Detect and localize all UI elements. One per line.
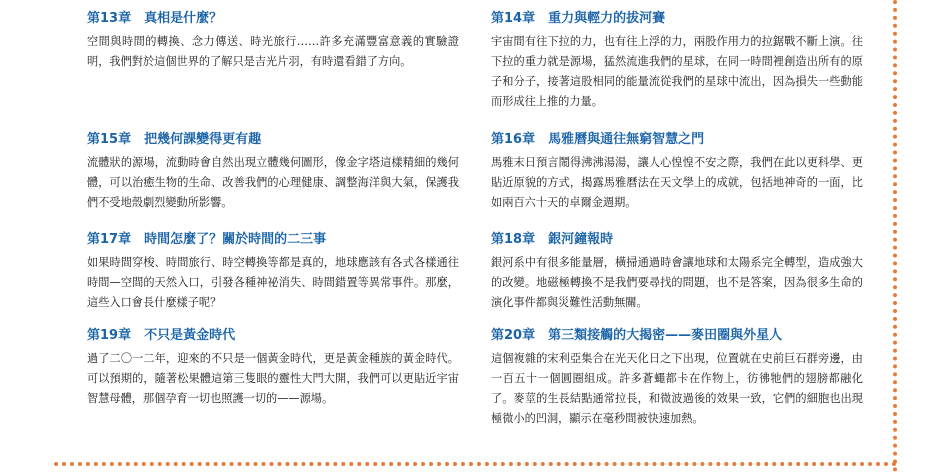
chapter-19-title: 第19章 不只是黃金時代 xyxy=(87,328,236,343)
chapter-18-summary: 銀河系中有很多能量層，橫掃通過時會讓地球和太陽系完全轉型，造成強大的改變。地磁極轉換不是我們要尋找的問題，也不是答案，因為很多生命的演化事件都與災難性活動無關。 xyxy=(491,256,863,309)
chapter-16-title: 第16章 馬雅曆與通往無窮智慧之門 xyxy=(491,132,705,147)
chapter-20-entry xyxy=(491,327,863,429)
chapter-13-summary: 空間與時間的轉換、念力傳送、時光旅行……許多充滿豐富意義的實驗證明，我們對於這個世界的了解只是吉光片羽，有時還看錯了方向。 xyxy=(87,35,459,68)
chapter-13-title: 第13章 真相是什麼？ xyxy=(87,11,223,26)
chapter-15-title: 第15章 把幾何課變得更有趣 xyxy=(87,132,262,147)
chapter-17-title: 第17章 時間怎麼了？關於時間的二三事 xyxy=(87,232,327,247)
right-dotted-border xyxy=(893,0,897,472)
bottom-dotted-border xyxy=(54,462,897,466)
chapter-16-entry xyxy=(491,131,863,213)
chapter-14-entry xyxy=(491,10,863,112)
chapter-19-summary: 過了二〇一二年，迎來的不只是一個黃金時代，更是黃金種族的黃金時代。可以預期的，隨著松果體這第三隻眼的靈性大門大開，我們可以更貼近宇宙智慧母體，那個孕育一切也照護一切的——源場。 xyxy=(87,352,459,405)
chapter-18-entry xyxy=(491,231,863,313)
chapter-14-title: 第14章 重力與輕力的拔河賽 xyxy=(491,11,666,26)
chapter-17-entry xyxy=(87,231,459,313)
chapter-19-entry xyxy=(87,327,459,409)
chapter-15-summary: 流體狀的源場，流動時會自然出現立體幾何圖形，像金字塔這樣精細的幾何體，可以治癒生物的生命、改善我們的心理健康、調整海洋與大氣，保護我們不受地殼劇烈變動所影響。 xyxy=(87,156,459,209)
chapter-17-summary: 如果時間穿梭、時間旅行、時空轉換等都是真的，地球應該有各式各樣通往時間—空間的天然入口，引發各種神祕消失、時間錯置等異常事件。那麼，這些入口會長什麼樣子呢？ xyxy=(87,256,459,309)
chapter-18-title: 第18章 銀河鐘報時 xyxy=(491,232,614,247)
chapter-14-summary: 宇宙間有往下拉的力，也有往上浮的力，兩股作用力的拉鋸戰不斷上演。往下拉的重力就是源場，猛然流進我們的星球，在同一時間裡創造出所有的原子和分子，接著這股相同的能量流從我們的星球中流出，因為損失一些動能而形成往上推的力量。 xyxy=(491,35,863,108)
chapter-13-entry xyxy=(87,10,459,72)
chapter-15-entry xyxy=(87,131,459,213)
chapter-20-summary: 這個複雜的宋利亞集合在光天化日之下出現，位置就在史前巨石群旁邊，由一百五十一個圓圈組成。許多蒼蠅都卡在作物上，彷彿牠們的翅膀都融化了。麥莖的生長結點通常拉長，和微波過後的效果一致，它們的細胞也出現極微小的凹洞，顯示在毫秒間被快速加熱。 xyxy=(491,352,863,425)
chapter-16-summary: 馬雅末日預言鬧得沸沸湯湯，讓人心惶惶不安之際，我們在此以更科學、更貼近原貌的方式，揭露馬雅曆法在天文學上的成就，包括地神奇的一面，比如兩百六十天的卓爾金週期。 xyxy=(491,156,863,209)
chapter-20-title: 第20章 第三類接觸的大揭密——麥田圈與外星人 xyxy=(491,328,783,343)
